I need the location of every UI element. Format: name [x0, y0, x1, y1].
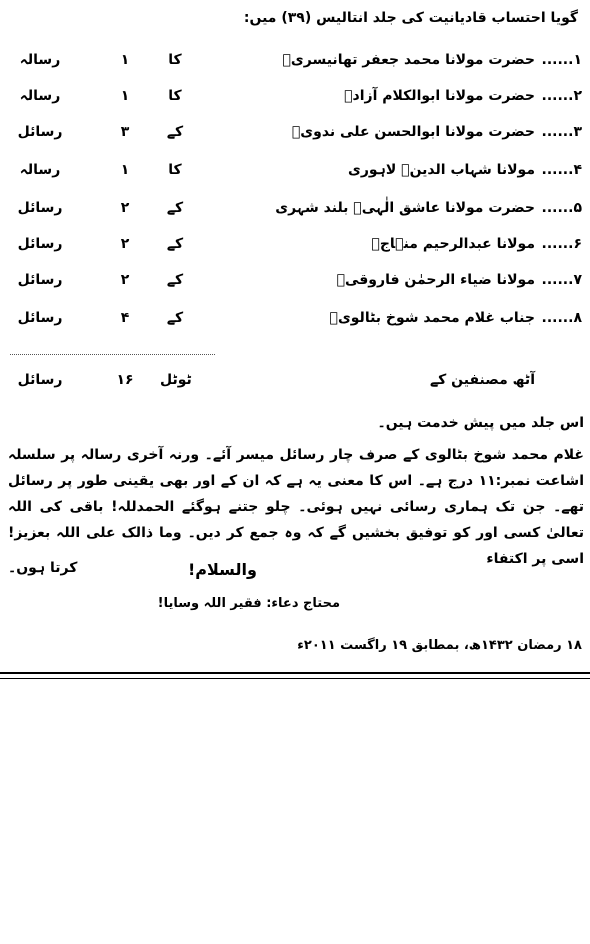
author-name: حضرت مولانا عاشق الٰہیؒ بلند شہری	[275, 200, 535, 216]
author-name: جناب غلام محمد شوخ بٹالویؒ	[329, 310, 535, 326]
item-unit: رسائل	[17, 200, 63, 216]
item-count: ۱	[120, 52, 130, 68]
total-label: آٹھ مصنفین کے	[429, 372, 535, 388]
closing-text: کرتا ہوں۔	[8, 560, 78, 576]
case-marker: کے	[166, 272, 184, 288]
date-line: ۱۸ رمضان ۱۴۳۲ھ، بمطابق ۱۹ راگست ۲۰۱۱ء	[297, 638, 582, 653]
item-number: ۳......	[541, 124, 582, 140]
item-unit: رسالہ	[19, 52, 61, 68]
total-word: ٹوٹل	[160, 372, 192, 388]
item-number: ۵......	[541, 200, 582, 216]
author-name: مولانا ضیاء الرحمٰن فاروقیؒ	[336, 272, 535, 288]
item-unit: رسائل	[17, 272, 63, 288]
list-item	[0, 52, 590, 82]
author-name: حضرت مولانا ابوالحسن علی ندویؒ	[291, 124, 535, 140]
total-row	[0, 372, 590, 402]
list-item	[0, 162, 590, 192]
page-rule	[0, 672, 590, 674]
item-count: ۱	[120, 162, 130, 178]
case-marker: کے	[166, 200, 184, 216]
author-name: حضرت مولانا محمد جعفر تھانیسریؒ	[282, 52, 535, 68]
author-name: حضرت مولانا ابوالکلام آزادؒ	[344, 88, 535, 104]
item-unit: رسالہ	[19, 88, 61, 104]
list-item	[0, 88, 590, 118]
case-marker: کا	[168, 162, 182, 178]
author-name: مولانا شہاب الدینؒ لاہوری	[348, 162, 535, 178]
list-item	[0, 236, 590, 266]
item-count: ۳	[120, 124, 130, 140]
body-paragraph: غلام محمد شوخ بٹالوی کے صرف چار رسائل میسر آئے۔ ورنہ آخری رسالہ پر سلسلہ اشاعت نمبر:۱۱ درج ہے۔ اس کا معنی یہ ہے کہ ان کے اور بھی یقینی طور پر رسائل تھے۔ جن تک ہماری رسائی نہیں ہوئی۔ چلو جتنے ہوگئے الحمدللہ! باقی کی اللہ تعالیٰ کسی اور کو توفیق بخشیں گے کہ وہ جمع کر دیں۔ وما ذالک علی اللہ بعزیز! اسی پر اکتفاء	[8, 447, 584, 567]
page-rule-thin	[0, 678, 590, 679]
page-heading: گویا احتساب قادیانیت کی جلد انتالیس (۳۹) میں:	[243, 10, 578, 26]
list-item	[0, 200, 590, 230]
item-count: ۲	[120, 272, 130, 288]
item-count: ۲	[120, 200, 130, 216]
item-number: ۶......	[541, 236, 582, 252]
item-unit: رسائل	[17, 124, 63, 140]
list-item	[0, 124, 590, 154]
case-marker: کا	[168, 88, 182, 104]
case-marker: کے	[166, 236, 184, 252]
list-item	[0, 272, 590, 302]
item-unit: رسائل	[17, 310, 63, 326]
item-unit: رسائل	[17, 236, 63, 252]
case-marker: کے	[166, 124, 184, 140]
signature: محتاج دعاء: فقیر اللہ وسایا!	[157, 596, 340, 611]
total-unit: رسائل	[17, 372, 63, 388]
item-number: ۱......	[541, 52, 582, 68]
total-count: ۱۶	[116, 372, 134, 388]
item-number: ۸......	[541, 310, 582, 326]
item-count: ۲	[120, 236, 130, 252]
author-name: مولانا عبدالرحیم منہاجؒ	[371, 236, 535, 252]
item-number: ۷......	[541, 272, 582, 288]
list-item	[0, 310, 590, 340]
item-number: ۴......	[541, 162, 582, 178]
service-line: اس جلد میں پیش خدمت ہیں۔	[377, 415, 584, 431]
closing-line	[8, 560, 584, 586]
item-count: ۴	[120, 310, 130, 326]
item-unit: رسالہ	[19, 162, 61, 178]
total-divider	[10, 354, 215, 355]
salutation: والسلام!	[188, 560, 257, 579]
item-count: ۱	[120, 88, 130, 104]
case-marker: کا	[168, 52, 182, 68]
case-marker: کے	[166, 310, 184, 326]
item-number: ۲......	[541, 88, 582, 104]
